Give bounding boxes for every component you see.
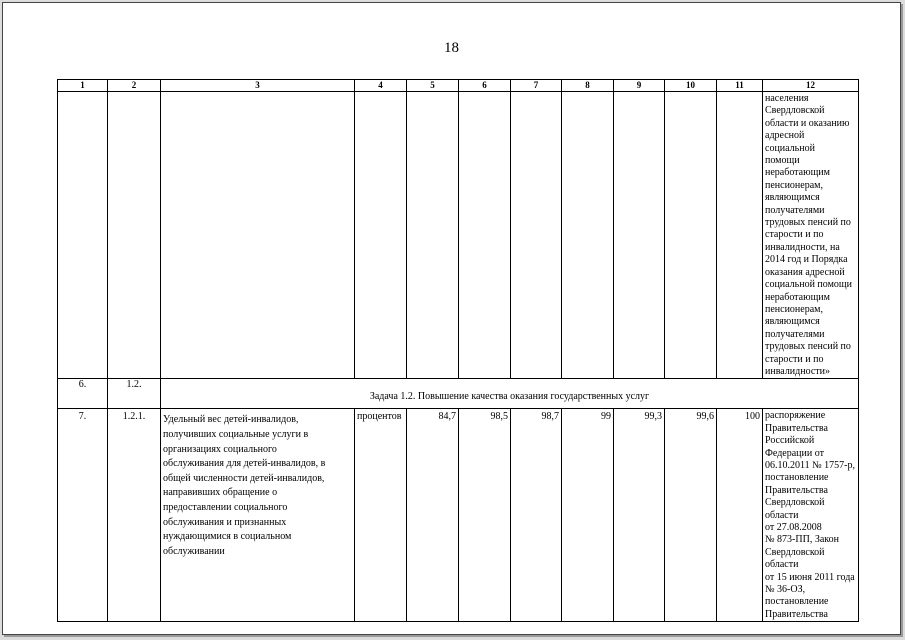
row-number: 6. bbox=[58, 379, 108, 409]
text-line: Удельный вес детей-инвалидов, bbox=[163, 414, 299, 426]
empty-cell bbox=[407, 92, 459, 379]
empty-cell bbox=[161, 92, 355, 379]
text-line: обслуживания и признанных bbox=[163, 516, 287, 528]
indicators-table bbox=[57, 79, 859, 622]
text-line: Правительства bbox=[765, 422, 828, 434]
text-line: области bbox=[765, 559, 799, 571]
text-line: неработающим bbox=[765, 167, 830, 179]
text-line: населения bbox=[765, 93, 809, 104]
table-row-indicator bbox=[58, 409, 859, 622]
text-line: трудовых пенсий по bbox=[765, 217, 851, 229]
column-number-row bbox=[58, 80, 859, 92]
task-title: Задача 1.2. Повышение качества оказания государственных услуг bbox=[161, 379, 859, 409]
text-line: Правительства bbox=[765, 608, 828, 620]
text-line: № 873-ПП, Закон bbox=[765, 534, 839, 546]
empty-cell bbox=[665, 92, 717, 379]
text-line: № 36-ОЗ, bbox=[765, 584, 806, 596]
text-line: старости и по bbox=[765, 353, 824, 365]
empty-cell bbox=[108, 92, 161, 379]
text-line: старости и по bbox=[765, 229, 824, 241]
text-line: Свердловской bbox=[765, 546, 825, 558]
column-header: 11 bbox=[717, 80, 763, 92]
empty-cell bbox=[355, 92, 407, 379]
table-row-continuation bbox=[58, 92, 859, 379]
text-line: постановление bbox=[765, 472, 829, 484]
text-line: области и оказанию bbox=[765, 117, 850, 129]
empty-cell bbox=[562, 92, 614, 379]
text-line: направивших обращение о bbox=[163, 487, 278, 499]
text-line: оказания адресной bbox=[765, 266, 845, 278]
text-line: организациях социального bbox=[163, 443, 277, 455]
value-cell: 98,5 bbox=[459, 409, 511, 622]
empty-cell bbox=[614, 92, 665, 379]
column-header: 8 bbox=[562, 80, 614, 92]
legal-basis-cell bbox=[763, 409, 859, 622]
value-cell: 98,7 bbox=[511, 409, 562, 622]
column-header: 2 bbox=[108, 80, 161, 92]
text-line: 2014 год и Порядка bbox=[765, 254, 848, 266]
text-line: области bbox=[765, 509, 799, 521]
value-cell: 84,7 bbox=[407, 409, 459, 622]
text-line: от 15 июня 2011 года bbox=[765, 571, 855, 583]
row-number: 7. bbox=[58, 409, 108, 622]
column-header: 7 bbox=[511, 80, 562, 92]
text-line: предоставлении социального bbox=[163, 501, 288, 513]
empty-cell bbox=[459, 92, 511, 379]
text-line: получивших социальные услуги в bbox=[163, 428, 309, 440]
column-header: 5 bbox=[407, 80, 459, 92]
value-cell: 99,6 bbox=[665, 409, 717, 622]
column-header: 3 bbox=[161, 80, 355, 92]
text-line: Правительства bbox=[765, 484, 828, 496]
text-line: от 27.08.2008 bbox=[765, 522, 822, 533]
row-code: 1.2.1. bbox=[108, 409, 161, 622]
text-line: Свердловской bbox=[765, 105, 825, 117]
indicator-name-cell bbox=[161, 409, 355, 622]
column-header: 9 bbox=[614, 80, 665, 92]
text-line: помощи bbox=[765, 155, 800, 167]
empty-cell bbox=[511, 92, 562, 379]
legal-basis-cell bbox=[763, 92, 859, 379]
text-line: являющимся bbox=[765, 316, 820, 328]
text-line: неработающим bbox=[765, 291, 830, 303]
text-line: получателями bbox=[765, 328, 825, 340]
text-line: постановление bbox=[765, 596, 829, 608]
text-line: социальной помощи bbox=[765, 279, 852, 291]
empty-cell bbox=[58, 92, 108, 379]
empty-cell bbox=[717, 92, 763, 379]
column-header: 10 bbox=[665, 80, 717, 92]
unit-cell: процентов bbox=[355, 409, 407, 622]
page-number: 18 bbox=[444, 40, 459, 56]
text-line: общей численности детей-инвалидов, bbox=[163, 472, 325, 484]
text-line: получателями bbox=[765, 204, 825, 216]
text-line: пенсионерам, bbox=[765, 179, 823, 191]
text-line: адресной социальной bbox=[765, 130, 815, 154]
column-header: 1 bbox=[58, 80, 108, 92]
value-cell: 99,3 bbox=[614, 409, 665, 622]
text-line: трудовых пенсий по bbox=[765, 341, 851, 353]
text-line: распоряжение bbox=[765, 410, 826, 422]
column-header: 12 bbox=[763, 80, 859, 92]
text-line: Российской bbox=[765, 435, 815, 447]
column-header: 4 bbox=[355, 80, 407, 92]
document-page bbox=[2, 2, 901, 635]
text-line: нуждающимися в социальном bbox=[163, 531, 292, 543]
text-line: Свердловской bbox=[765, 497, 825, 509]
table-row-task bbox=[58, 379, 859, 409]
text-line: являющимся bbox=[765, 192, 820, 204]
text-line: обслуживании bbox=[163, 545, 225, 557]
value-cell: 100 bbox=[717, 409, 763, 622]
text-line: 06.10.2011 № 1757-р, bbox=[765, 459, 855, 471]
text-line: Федерации от bbox=[765, 447, 824, 459]
text-line: обслуживания для детей-инвалидов, в bbox=[163, 458, 326, 470]
text-line: инвалидности» bbox=[765, 365, 831, 377]
row-code: 1.2. bbox=[108, 379, 161, 409]
value-cell: 99 bbox=[562, 409, 614, 622]
text-line: инвалидности, на bbox=[765, 241, 840, 253]
column-header: 6 bbox=[459, 80, 511, 92]
text-line: пенсионерам, bbox=[765, 303, 823, 315]
